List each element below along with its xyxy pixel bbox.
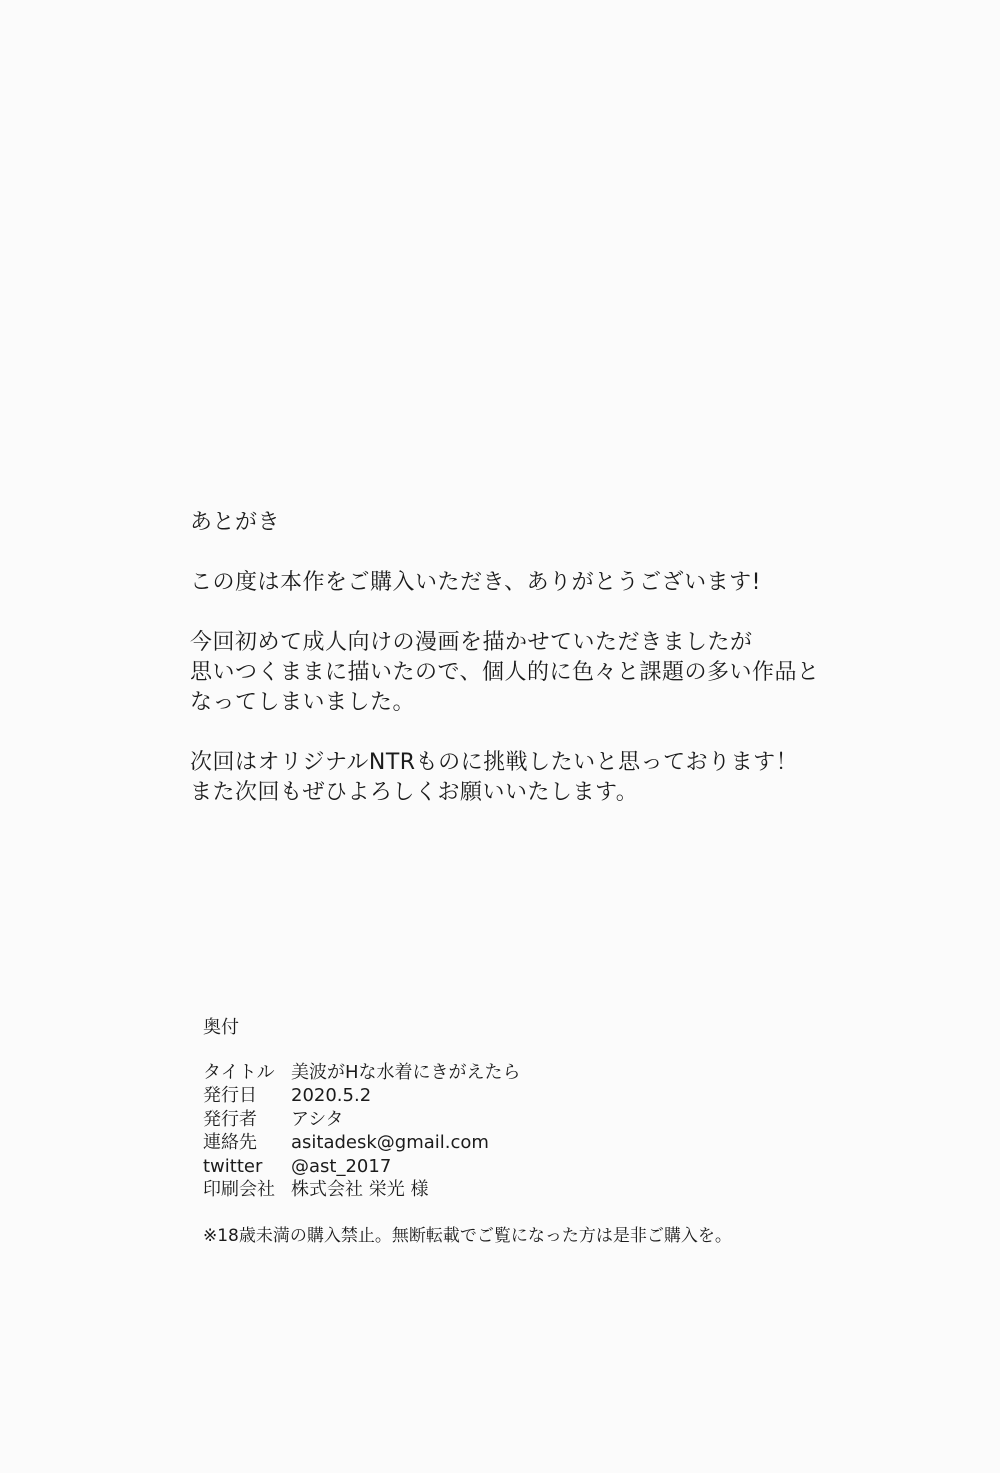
- colophon-row-date: [203, 1084, 803, 1108]
- afterword-line: この度は本作をご購入いただき、ありがとうございます!: [190, 570, 761, 595]
- afterword-line: また次回もぜひよろしくお願いいたします。: [190, 780, 639, 805]
- colophon-label: 発行日: [203, 1085, 257, 1106]
- afterword-paragraph-thanks: [190, 568, 890, 598]
- afterword-line: 思いつくままに描いたので、個人的に色々と課題の多い作品と: [190, 660, 820, 685]
- afterword-paragraph-reflection: [190, 628, 890, 718]
- colophon-label: twitter: [203, 1155, 263, 1177]
- colophon-section: [203, 1016, 803, 1248]
- colophon-row-printer: [203, 1178, 803, 1202]
- colophon-value: 2020.5.2: [291, 1085, 372, 1106]
- colophon-label: 連絡先: [203, 1132, 257, 1153]
- colophon-title: 奥付: [203, 1017, 239, 1038]
- colophon-value-twitter: @ast_2017: [291, 1155, 392, 1177]
- colophon-row-twitter: [203, 1155, 803, 1179]
- colophon-label: 発行者: [203, 1108, 257, 1130]
- colophon-label: タイトル: [203, 1061, 275, 1083]
- colophon-value: 株式会社 栄光 様: [291, 1179, 429, 1200]
- colophon-row-title: [203, 1061, 803, 1085]
- colophon-label: 印刷会社: [203, 1179, 275, 1200]
- colophon-row-contact: [203, 1131, 803, 1155]
- afterword-section: [190, 508, 890, 838]
- afterword-paragraph-next: [190, 748, 890, 808]
- colophon-row-publisher: [203, 1108, 803, 1132]
- afterword-line: 今回初めて成人向けの漫画を描かせていただきましたが: [190, 630, 753, 655]
- age-restriction-notice: ※18歳未満の購入禁止。無断転載でご覧になった方は是非ご購入を。: [203, 1225, 732, 1246]
- colophon-value-email: asitadesk@gmail.com: [291, 1132, 489, 1153]
- colophon-value: アシタ: [291, 1108, 344, 1130]
- colophon-value: 美波がHな水着にきがえたら: [291, 1061, 521, 1083]
- afterword-line: なってしまいました。: [190, 690, 416, 715]
- afterword-heading: あとがき: [190, 510, 281, 535]
- afterword-line: 次回はオリジナルNTRものに挑戦したいと思っております！: [190, 750, 799, 775]
